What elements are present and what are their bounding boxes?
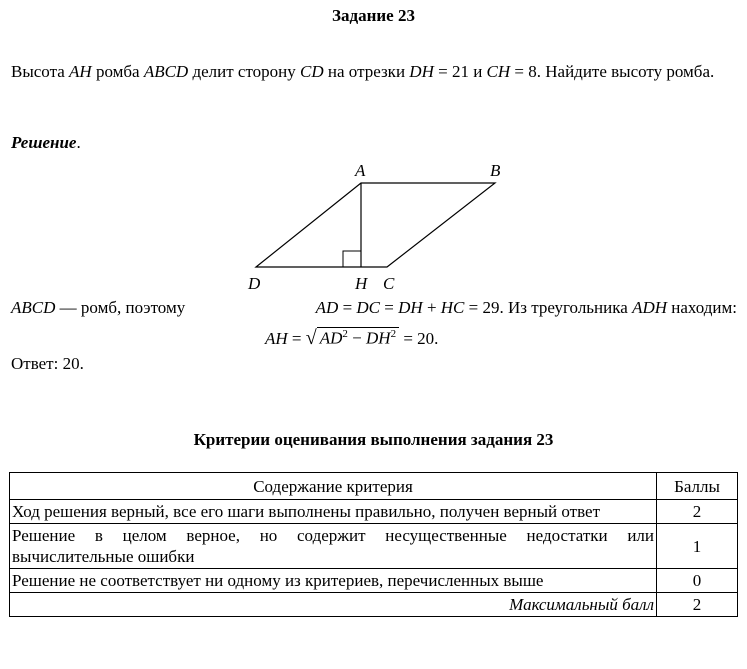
problem-statement: [11, 58, 737, 85]
exponent: 2: [390, 328, 397, 341]
problem-var: ABCD: [143, 62, 189, 81]
label-A: A: [355, 161, 366, 180]
rhombus-shape: [256, 183, 495, 267]
rhombus-diagram: [240, 155, 520, 295]
sol-var: ABCD: [11, 298, 56, 317]
label-B: B: [490, 161, 501, 180]
formula-minus: −: [347, 329, 367, 348]
criterion-points: 0: [657, 569, 738, 593]
label-C: C: [383, 274, 395, 293]
max-score-points: 2: [657, 593, 738, 617]
problem-text: Высота: [11, 62, 70, 81]
criterion-points: 2: [657, 500, 738, 524]
sol-text: +: [422, 298, 441, 317]
table-row-max: [10, 593, 738, 617]
problem-var: CH: [486, 62, 511, 81]
formula-eq: =: [287, 329, 306, 348]
solution-label: [11, 133, 81, 153]
sol-text: = 29. Из треугольника: [464, 298, 633, 317]
table-header-row: [10, 473, 738, 500]
label-H: H: [355, 274, 368, 293]
table-row: [10, 524, 738, 569]
radicand: [317, 327, 399, 349]
max-score-label: Максимальный балл: [10, 593, 657, 617]
height-formula: [265, 327, 438, 350]
sqrt-sign: √: [305, 327, 317, 349]
sqrt-expression: [306, 327, 399, 350]
header-content: Содержание критерия: [10, 473, 657, 500]
problem-var: AH: [69, 62, 92, 81]
sol-var: HC: [440, 298, 465, 317]
solution-label-text: Решение: [11, 133, 77, 152]
criteria-title: Критерии оценивания выполнения задания 23: [193, 430, 554, 449]
criteria-table: [9, 472, 738, 617]
criterion-text: Решение не соответствует ни одному из критериев, перечисленных выше: [10, 569, 657, 593]
criterion-text: Ход решения верный, все его шаги выполнены правильно, получен верный ответ: [10, 500, 657, 524]
problem-var: CD: [300, 62, 324, 81]
problem-text: ромба: [91, 62, 144, 81]
problem-text: = 21 и: [433, 62, 487, 81]
solution-label-dot: .: [76, 133, 81, 152]
solution-line-part: [11, 298, 185, 318]
formula-result: = 20.: [399, 329, 439, 348]
problem-text: на отрезки: [323, 62, 410, 81]
sol-var: AD: [315, 298, 339, 317]
problem-text: = 8. Найдите высоту ромба.: [510, 62, 715, 81]
problem-var: DH: [409, 62, 434, 81]
exponent: 2: [342, 328, 348, 341]
table-row: [10, 569, 738, 593]
sol-text: находим:: [667, 298, 737, 317]
label-D: D: [248, 274, 261, 293]
sol-var: DC: [356, 298, 381, 317]
sol-var: DH: [398, 298, 423, 317]
formula-var: AD: [319, 329, 343, 348]
header-points: Баллы: [657, 473, 738, 500]
table-row: [10, 500, 738, 524]
solution-line: [11, 298, 737, 318]
formula-var: DH: [366, 329, 391, 348]
right-angle-mark: [343, 251, 361, 267]
problem-text: делит сторону: [188, 62, 301, 81]
sol-text: — ромб, поэтому: [55, 298, 186, 317]
sol-text: =: [380, 298, 399, 317]
sol-var: ADH: [632, 298, 668, 317]
task-title: Задание 23: [332, 6, 415, 25]
answer: Ответ: 20.: [11, 354, 84, 373]
criterion-points: 1: [657, 524, 738, 569]
formula-lhs: AH: [265, 329, 288, 348]
solution-line-part: [316, 298, 737, 318]
sol-text: =: [338, 298, 357, 317]
criterion-text: Решение в целом верное, но содержит несущественные недостатки или вычислительные ошибки: [10, 524, 657, 569]
